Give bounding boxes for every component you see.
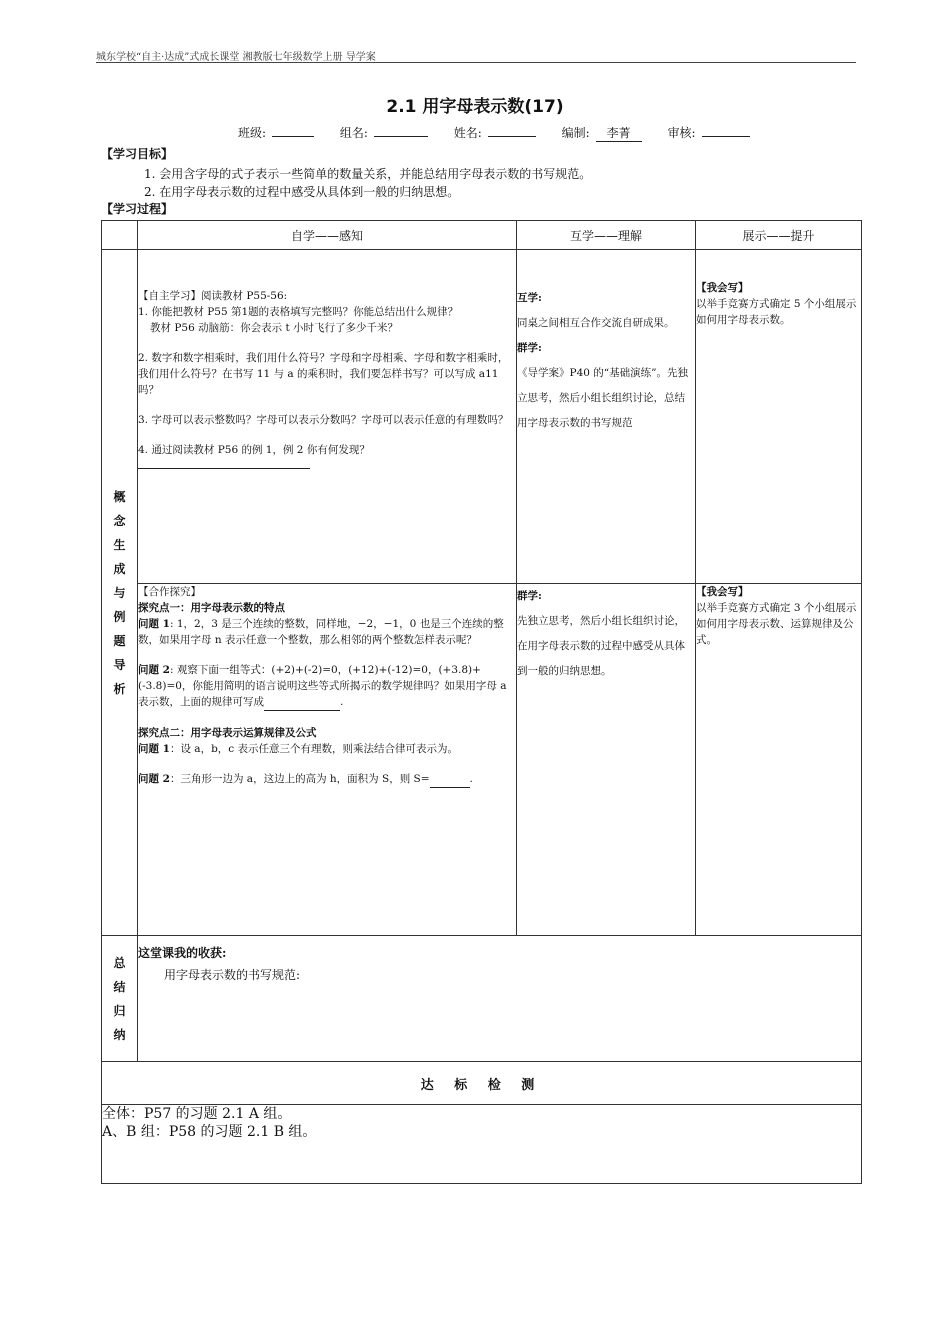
group-study-heading: 群学: [517,590,542,602]
question-4: 4. 通过阅读教材 P56 的例 1，例 2 你有何发现？ [138,444,370,456]
point-1-q1 [138,616,516,648]
row-label-char: 例 [113,609,126,624]
row-label-char: 概 [113,489,126,504]
page-header: 城东学校“自主·达成”式成长课堂 湘教版七年级数学上册 导学案 [96,52,376,63]
row-label-char: 导 [113,657,126,672]
row-label-char: 纳 [113,1027,126,1042]
show-heading: 【我会写】 [696,586,749,598]
q-label: 问题 2 [138,664,170,676]
row-label-char: 念 [113,513,126,528]
author-value: 李菁 [596,124,642,142]
check-title-row [102,1062,862,1105]
author-label: 编制: [561,126,590,140]
column-header-row [102,221,862,250]
show-heading: 【我会写】 [696,282,749,294]
question-1b: 教材 P56 动脑筋：你会表示 t 小时飞行了多少千米？ [150,322,398,334]
group-study-heading: 群学: [517,342,542,354]
process-heading: 【学习过程】 [101,202,174,216]
col-mutual: 互学——理解 [517,221,696,250]
summary-cell [138,936,862,1062]
check-title: 达 标 检 测 [102,1062,862,1105]
row-label-char: 与 [113,585,126,600]
q-label: 问题 1 [138,743,170,755]
group-label: 组名: [339,126,368,140]
show-cell-2 [696,584,862,936]
answer-blank[interactable] [138,460,310,469]
row-label-concept [102,250,138,936]
goal-2: 2. 在用字母表示数的过程中感受从具体到一般的归纳思想。 [144,185,460,199]
q-text: ：三角形一边为 a，这边上的高为 h，面积为 S，则 S= [169,773,430,785]
summary-text: 用字母表示数的书写规范: [164,968,301,982]
point-2-q1 [138,741,516,757]
reviewer-blank[interactable] [702,136,750,137]
point-1-title: 探究点一：用字母表示数的特点 [138,602,285,614]
coop-cell [138,584,517,936]
point-2-q2 [138,771,516,788]
mutual-cell-1 [517,250,696,584]
row-label-char: 归 [113,1003,126,1018]
mutual-heading: 互学: [517,292,542,304]
q-text: ：设 a，b，c 表示任意三个有理数，则乘法结合律可表示为。 [169,743,459,755]
self-study-row [102,250,862,584]
row-label-char: 总 [113,955,126,970]
coop-intro: 【合作探究】 [138,586,201,598]
self-study-cell [138,250,517,584]
row-label-char: 题 [113,633,126,648]
group-study-text: 《导学案》P40 的“基础演练”。先独立思考，然后小组长组织讨论，总结用字母表示数的书写规范 [517,367,688,429]
mutual-text: 同桌之间相互合作交流自研成果。 [517,317,675,329]
group-study-text: 先独立思考，然后小组长组织讨论，在用字母表示数的过程中感受从具体到一般的归纳思想。 [517,615,685,677]
mutual-cell-2 [517,584,696,936]
col-self-study: 自学——感知 [138,221,517,250]
header-divider [96,62,856,63]
corner-cell [102,221,138,250]
question-2: 2. 数字和数字相乘时，我们用什么符号？字母和字母相乘、字母和数字相乘时，我们用什么符号？在书写 11 与 a 的乘积时，我们要怎样书写？可以写成 a11 吗？ [138,352,509,396]
name-label: 姓名: [453,126,482,140]
goals-heading: 【学习目标】 [101,147,174,161]
page-title: 2.1 用字母表示数(17) [386,97,564,117]
reviewer-label: 审核: [667,126,696,140]
fill-blank[interactable] [430,771,470,788]
class-field [238,124,314,141]
row-label-char: 成 [113,561,126,576]
self-study-intro: 【自主学习】阅读教材 P55-56: [138,290,288,302]
q-end: . [340,696,344,708]
tasks-cell [102,1105,862,1184]
name-blank[interactable] [488,136,536,137]
name-field [454,124,536,141]
row-label-char: 生 [113,537,126,552]
point-2-title: 探究点二：用字母表示运算规律及公式 [138,727,317,739]
author-field [562,124,642,142]
fill-blank[interactable] [264,694,340,711]
task-2: A、B 组：P58 的习题 2.1 B 组。 [102,1124,317,1140]
q-text: : 观察下面一组等式：(+2)+(-2)=0，(+12)+(-12)=0，(+3.8)+(-3.8)=0，你能用简明的语言说明这些等式所揭示的数学规律吗？如果用字母 a 表示数，上面的规律可写成 [138,664,507,708]
group-blank[interactable] [374,136,428,137]
q-label: 问题 2 [138,773,170,785]
summary-row [102,936,862,1062]
q-end: . [469,773,473,785]
class-blank[interactable] [272,136,314,137]
tasks-row [102,1105,862,1184]
task-1: 全体：P57 的习题 2.1 A 组。 [102,1106,292,1122]
show-cell-1 [696,250,862,584]
question-1: 1. 你能把教材 P55 第1题的表格填写完整吗？你能总结出什么规律？ [138,306,459,318]
goal-1: 1. 会用含字母的式子表示一些简单的数量关系，并能总结用字母表示数的书写规范。 [144,167,592,181]
row-label-char: 结 [113,979,126,994]
question-3: 3. 字母可以表示整数吗？字母可以表示分数吗？字母可以表示任意的有理数吗？ [138,414,509,426]
point-1-q2 [138,662,516,711]
row-label-summary [102,936,138,1062]
info-line [238,124,772,142]
lesson-table [101,220,862,1184]
reviewer-field [668,124,750,141]
class-label: 班级: [238,126,267,140]
show-text: 以举手竞赛方式确定 5 个小组展示如何用字母表示数。 [696,298,857,326]
group-field [340,124,428,141]
col-show: 展示——提升 [696,221,862,250]
q-text: : 1，2，3 是三个连续的整数，同样地，−2，−1，0 也是三个连续的整数，如果用字母 n 表示任意一个整数，那么相邻的两个整数怎样表示呢？ [138,618,504,646]
coop-row [102,584,862,936]
summary-heading: 这堂课我的收获: [138,946,227,960]
show-text: 以举手竞赛方式确定 3 个小组展示如何用字母表示数、运算规律及公式。 [696,602,857,646]
q-label: 问题 1 [138,618,170,630]
row-label-char: 析 [113,681,126,696]
